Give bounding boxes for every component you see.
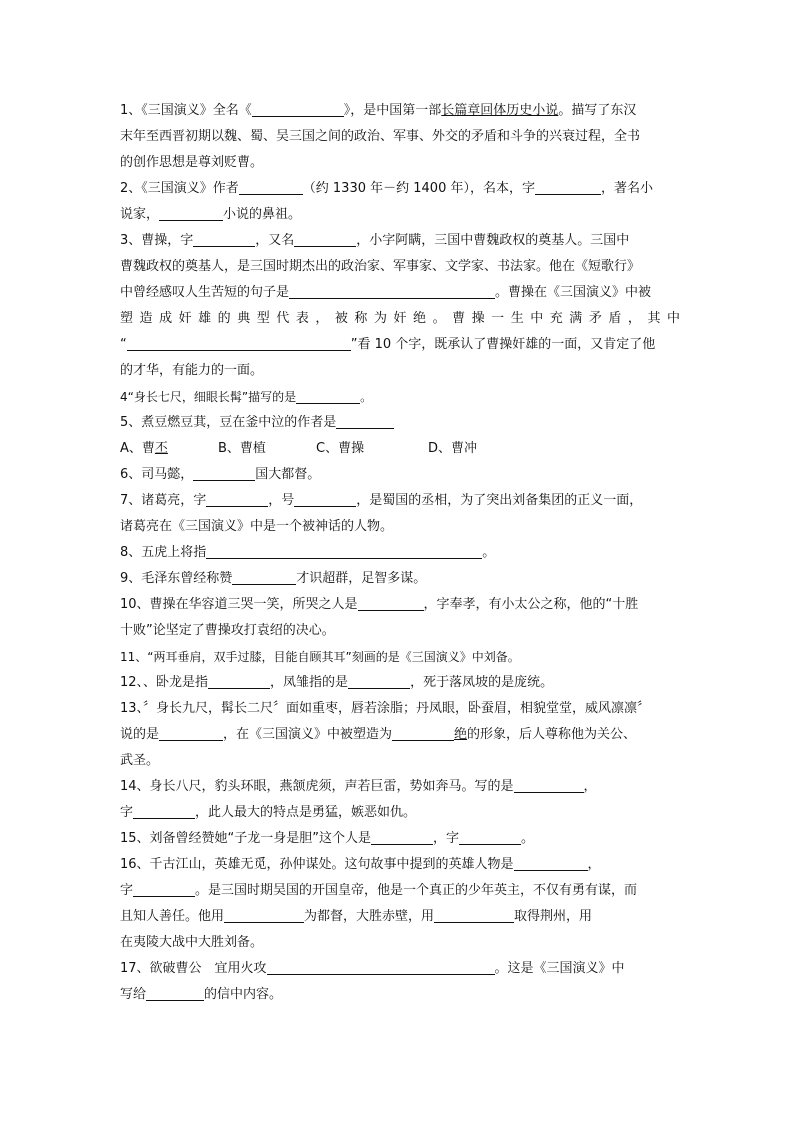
q9-blank xyxy=(232,569,296,585)
q14-blank-courtesy-name xyxy=(133,803,195,819)
q13-line1: 13、〞身长九尺，髯长二尺〞面如重枣，唇若涂脂；丹凤眼，卧蚕眉，相貌堂堂，威风凛凛〞 xyxy=(120,701,651,716)
q9-line1 xyxy=(120,566,680,592)
q3-text-c: ，小字阿瞒，三国中曹魏政权的奠基人。三国中 xyxy=(356,233,630,248)
q14-blank-who xyxy=(514,777,584,793)
q15-blank-who xyxy=(371,829,433,845)
q15-text-c: 。 xyxy=(521,831,535,846)
q7-text-c: ，是蜀国的丞相，为了突出刘备集团的正义一面， xyxy=(356,493,643,508)
q3-line3 xyxy=(120,280,680,306)
q3-blank-other-name xyxy=(294,231,356,247)
q15-line1 xyxy=(120,826,680,852)
q10-blank xyxy=(358,595,424,611)
q16-line3 xyxy=(120,904,680,930)
q16-line2 xyxy=(120,878,680,904)
q2-text-e: 小说的鼻祖。 xyxy=(223,207,302,222)
q14-text-a: 14、身长八尺，豹头环眼，燕颔虎须，声若巨雷，势如奔马。写的是 xyxy=(120,779,514,794)
q17-line1 xyxy=(120,956,680,982)
q16-blank-courtesy-name xyxy=(133,881,195,897)
q8-text-a: 8、五虎上将指 xyxy=(120,545,207,560)
q16-blank-jingzhou xyxy=(434,907,514,923)
q14-text-c: 字 xyxy=(120,805,134,820)
q5-options xyxy=(120,436,680,462)
q15-text-a: 15、刘备曾经赞她“子龙一身是胆”这个人是 xyxy=(120,831,372,846)
q13-underlined-jue: 绝 xyxy=(454,727,468,742)
q5-option-a-text: A、曹 xyxy=(120,441,155,456)
q14-line1 xyxy=(120,774,680,800)
q3-open-quote: “ xyxy=(120,337,127,352)
q2-blank-courtesy-name xyxy=(535,179,601,195)
q2-text-c: ，著名小 xyxy=(600,181,653,196)
q1-text-a: 1、《三国演义》全名《 xyxy=(120,103,252,118)
q16-blank-commander xyxy=(224,907,304,923)
q7-line1 xyxy=(120,488,680,514)
q10-text-a: 10、曹操在华容道三哭一笑，所哭之人是 xyxy=(120,597,358,612)
q7-text-a: 7、诸葛亮，字 xyxy=(120,493,207,508)
q9-text-a: 9、毛泽东曾经称赞 xyxy=(120,571,233,586)
q16-text-b: ， xyxy=(587,857,601,872)
q1-text-d: 。描写了东汉 xyxy=(558,103,637,118)
q10-text-b: ，字奉孝，有小太公之称，他的“十胜 xyxy=(423,597,639,612)
q16-line4: 在夷陵大战中大胜刘备。 xyxy=(120,935,264,950)
q17-text-d: 的信中内容。 xyxy=(204,987,283,1002)
q6-text-a: 6、司马懿， xyxy=(120,467,194,482)
q7-blank-courtesy-name xyxy=(206,491,268,507)
q8-line1 xyxy=(120,540,680,566)
q4-line1 xyxy=(120,384,680,410)
q14-text-b: ， xyxy=(583,779,597,794)
q5-option-a-underlined: 丕 xyxy=(154,441,168,456)
q17-text-c: 写给 xyxy=(120,987,147,1002)
q17-text-a: 17、欲破曹公 宜用火攻 xyxy=(120,961,267,976)
q3-text-a: 3、曹操，字 xyxy=(120,233,194,248)
q3-line2: 曹魏政权的奠基人，是三国时期杰出的政治家、军事家、文学家、书法家。他在《短歌行》 xyxy=(120,259,641,274)
question-list xyxy=(120,98,680,1008)
q1-blank-fullname xyxy=(252,101,344,117)
q2-blank-genre xyxy=(159,205,223,221)
q17-blank-recipient xyxy=(146,985,204,1001)
q12-blank-fengchu xyxy=(348,673,410,689)
q16-text-e: 且知人善任。他用 xyxy=(120,909,225,924)
q5-text-a: 5、煮豆燃豆萁，豆在釜中泣的作者是 xyxy=(120,415,337,430)
q3-blank-courtesy-name xyxy=(193,231,255,247)
q14-text-d: ，此人最大的特点是勇猛，嫉恶如仇。 xyxy=(195,805,417,820)
q9-text-b: 才识超群，足智多谋。 xyxy=(296,571,427,586)
q2-text-d: 说家， xyxy=(120,207,160,222)
q13-text-e: 的形象，后人尊称他为关公、 xyxy=(467,727,637,742)
q4-blank xyxy=(296,388,360,404)
q4-text-b: 。 xyxy=(360,390,373,404)
q5-blank xyxy=(336,413,394,429)
q13-blank-who xyxy=(159,725,223,741)
q6-blank xyxy=(193,465,255,481)
q10-line2: 十败”论坚定了曹操攻打袁绍的决心。 xyxy=(120,623,335,638)
q5-option-c: C、曹操 xyxy=(316,441,365,456)
q3-line4: 塑造成奸雄的典型代表，被称为奸绝。曹操一生中充满矛盾，其中 xyxy=(120,311,680,326)
q4-text-a: 4“身长七尺，细眼长髯”描写的是 xyxy=(120,390,297,404)
q6-text-b: 国大都督。 xyxy=(255,467,321,482)
q1-underlined-genre: 长篇章回体历史小说 xyxy=(441,103,559,118)
q10-line1 xyxy=(120,592,680,618)
q7-blank-title xyxy=(294,491,356,507)
q2-line1 xyxy=(120,176,680,202)
q17-blank xyxy=(267,959,495,975)
q5-option-a xyxy=(120,436,218,462)
q16-text-a: 16、千古江山，英雄无觅，孙仲谋处。这句故事中提到的英雄人物是 xyxy=(120,857,514,872)
q3-line5 xyxy=(120,332,680,358)
q3-text-e: 。曹操在《三国演义》中被 xyxy=(495,285,652,300)
q16-blank-hero xyxy=(514,855,588,871)
q16-text-f: 为都督，大胜赤壁，用 xyxy=(304,909,435,924)
q16-text-d: 。是三国时期吴国的开国皇帝，他是一个真正的少年英主，不仅有勇有谋，而 xyxy=(195,883,638,898)
q6-line1 xyxy=(120,462,680,488)
q3-text-d: 中曾经感叹人生苦短的句子是 xyxy=(120,285,290,300)
q5-line1 xyxy=(120,410,680,436)
q3-text-b: ，又名 xyxy=(255,233,295,248)
q3-blank-poem-line xyxy=(289,283,495,299)
q5-option-d: D、曹冲 xyxy=(428,441,478,456)
q8-blank xyxy=(206,543,482,559)
q15-text-b: ，字 xyxy=(433,831,460,846)
q7-text-b: ，号 xyxy=(268,493,295,508)
q15-blank-courtesy-name xyxy=(459,829,521,845)
q3-text-g: ”看 10 个字，既承认了曹操奸雄的一面，又肯定了他 xyxy=(350,337,656,352)
q3-blank-quote xyxy=(127,335,351,351)
q2-text-a: 2、《三国演义》作者 xyxy=(120,181,239,196)
q12-text-c: ，死于落凤坡的是庞统。 xyxy=(410,675,554,690)
q12-text-a: 12、、卧龙是指 xyxy=(120,675,209,690)
q2-text-b: （约 1330 年－约 1400 年），名本，字 xyxy=(302,181,535,196)
q16-text-g: 取得荆州，用 xyxy=(514,909,593,924)
q2-blank-author xyxy=(239,179,303,195)
q7-line2: 诸葛亮在《三国演义》中是一个被神话的人物。 xyxy=(120,519,394,534)
q12-text-b: ，凤雏指的是 xyxy=(270,675,349,690)
q1-line3: 的创作思想是尊刘贬曹。 xyxy=(120,155,264,170)
q12-line1 xyxy=(120,670,680,696)
q3-line1 xyxy=(120,228,680,254)
q17-text-b: 。这是《三国演义》中 xyxy=(494,961,625,976)
q1-text-b: 》，是中国第一部 xyxy=(343,103,442,118)
q16-text-c: 字 xyxy=(120,883,134,898)
q3-line6: 的才华，有能力的一面。 xyxy=(120,363,264,378)
q12-blank-wolong xyxy=(208,673,270,689)
q13-text-c: ，在《三国演义》中被塑造为 xyxy=(223,727,393,742)
q13-text-b: 说的是 xyxy=(120,727,160,742)
q13-line2 xyxy=(120,722,680,748)
q8-text-b: 。 xyxy=(482,545,496,560)
q2-line2 xyxy=(120,202,680,228)
q1-line2: 末年至西晋初期以魏、蜀、吴三国之间的政治、军事、外交的矛盾和斗争的兴衰过程，全书 xyxy=(120,129,641,144)
q17-line2 xyxy=(120,982,680,1008)
q11-line1: 11、“两耳垂肩，双手过膝，目能自顾其耳”刻画的是《三国演义》中刘备。 xyxy=(120,650,520,664)
q13-blank-image xyxy=(392,725,454,741)
q13-line3: 武圣。 xyxy=(120,753,160,768)
q1-line1 xyxy=(120,98,680,124)
q14-line2 xyxy=(120,800,680,826)
q16-line1 xyxy=(120,852,680,878)
q5-option-b: B、曹植 xyxy=(218,441,266,456)
